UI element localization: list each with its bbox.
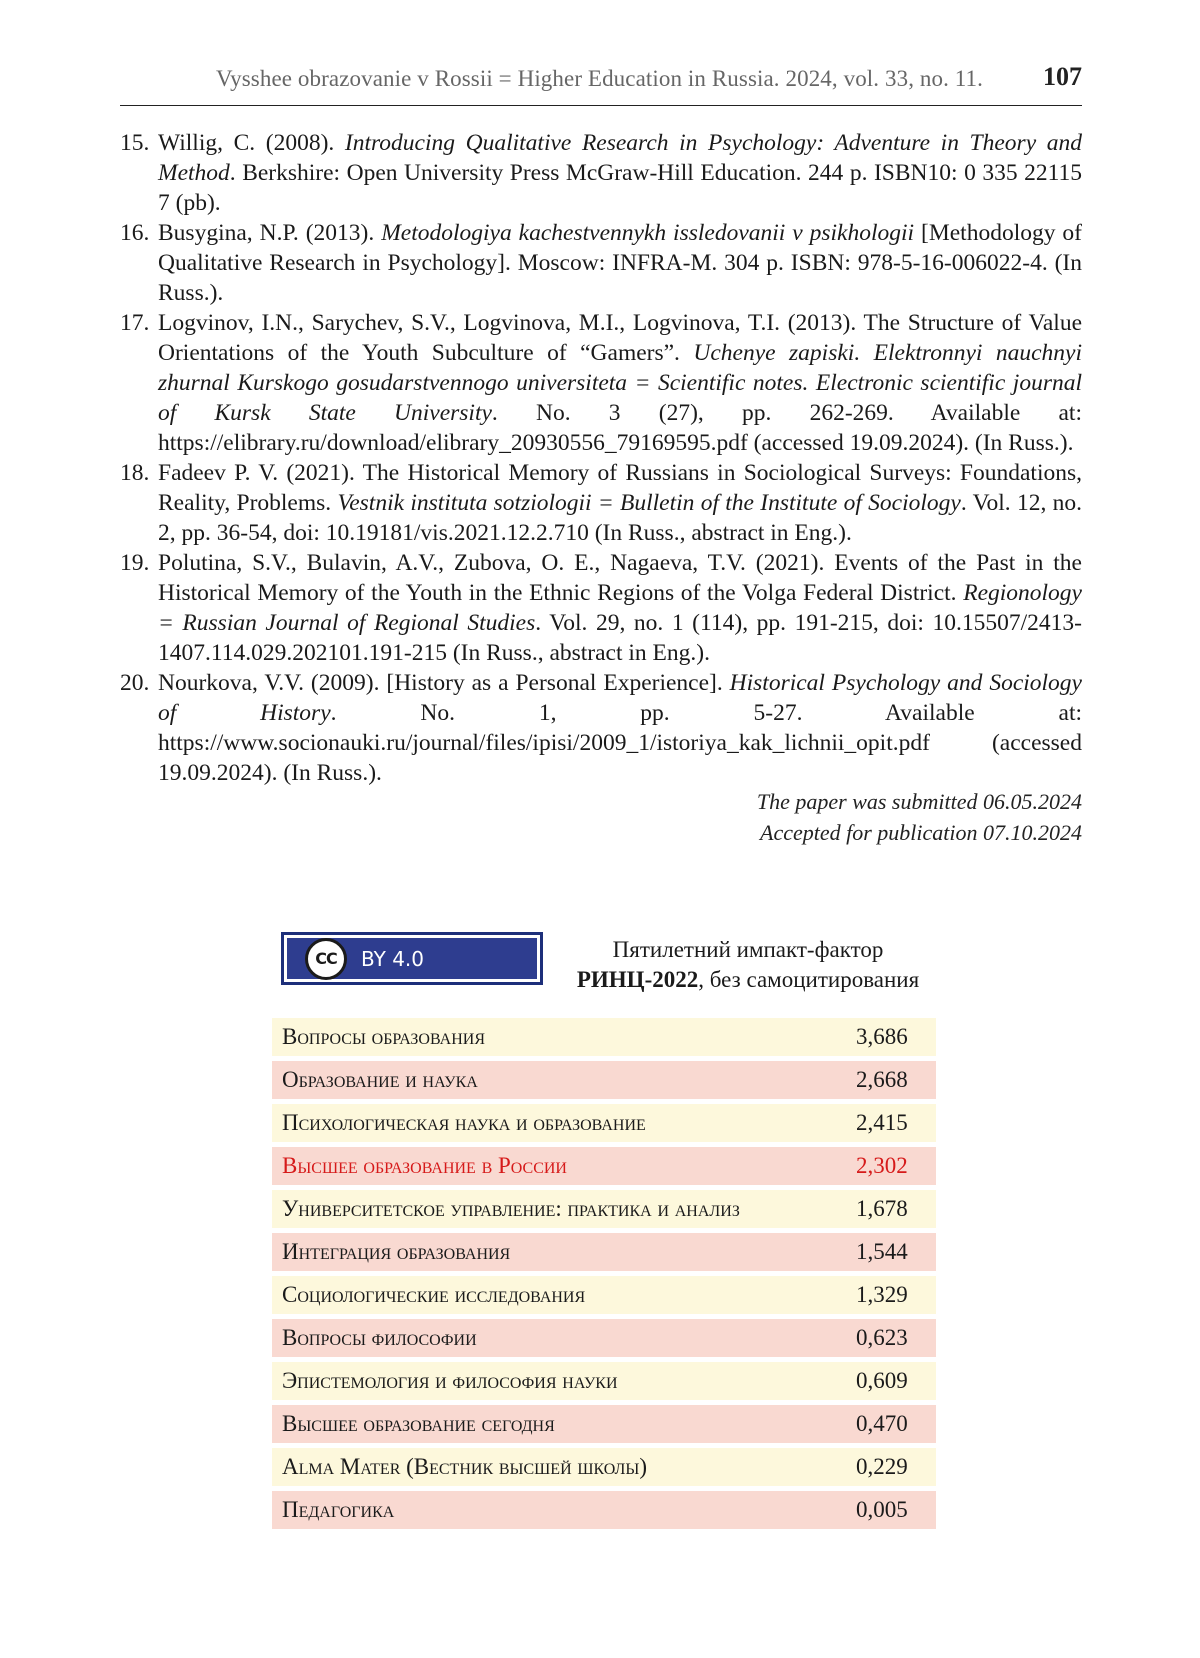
impact-title-line2 [540, 965, 956, 995]
impact-table-row [272, 1061, 936, 1099]
reference-item [120, 128, 1082, 218]
impact-title-rest: , без самоцитирования [698, 967, 920, 992]
impact-table-row [272, 1405, 936, 1443]
reference-segment: . Vol. 12, no. 2, pp. 36-54, doi: 10.19181/vis.2021.12.2.710 (In Russ., abstract in Eng.). [158, 490, 1082, 546]
reference-text [158, 128, 1082, 218]
impact-factor-value: 0,229 [844, 1448, 936, 1486]
impact-table-row [272, 1276, 936, 1314]
impact-factor-value: 1,544 [844, 1233, 936, 1271]
journal-name: Интеграция образования [272, 1233, 844, 1271]
reference-segment: . Berkshire: Open University Press McGraw-Hill Education. 244 p. ISBN10: 0 335 22115 7 (pb). [158, 160, 1082, 216]
journal-name: Эпистемология и философия науки [272, 1362, 844, 1400]
journal-name: Высшее образование в России [272, 1147, 844, 1185]
running-header [120, 62, 1082, 106]
reference-title: Regionology = Russian Journal of Regional Studies [158, 580, 1082, 636]
impact-table-row [272, 1018, 936, 1056]
impact-table-row [272, 1362, 936, 1400]
submitted-date: The paper was submitted 06.05.2024 [756, 789, 1082, 814]
impact-factor-title [540, 935, 956, 995]
reference-text [158, 668, 1082, 788]
journal-name: Вопросы философии [272, 1319, 844, 1357]
reference-number: 15. [120, 130, 150, 156]
reference-number: 17. [120, 310, 150, 336]
reference-item [120, 218, 1082, 308]
journal-name: Alma Mater (Вестник высшей школы) [272, 1448, 844, 1486]
impact-factor-value: 2,415 [844, 1104, 936, 1142]
impact-table-row [272, 1190, 936, 1228]
reference-segment: Logvinov, I.N., Sarychev, S.V., Logvinova, M.I., Logvinova, T.I. (2013). The Structure of Value Orientations of the Youth Subculture of “Gamers”. [158, 310, 1082, 366]
reference-number: 19. [120, 550, 150, 576]
reference-segment: Willig, C. (2008). [158, 130, 345, 156]
journal-name: Социологические исследования [272, 1276, 844, 1314]
cc-license-text: BY 4.0 [361, 946, 425, 971]
reference-list [120, 128, 1082, 788]
reference-title: Vestnik instituta sotziologii = Bulletin of the Institute of Sociology [337, 490, 961, 516]
cc-icon: CC [305, 938, 347, 980]
impact-factor-value: 1,678 [844, 1190, 936, 1228]
reference-number: 18. [120, 460, 150, 486]
cc-license-badge [281, 932, 543, 985]
impact-factor-value: 2,302 [844, 1147, 936, 1185]
reference-title: Metodologiya kachestvennykh issledovanii v psikhologii [381, 220, 915, 246]
journal-name: Образование и наука [272, 1061, 844, 1099]
reference-item [120, 548, 1082, 668]
reference-segment: Polutina, S.V., Bulavin, A.V., Zubova, O. E., Nagaeva, T.V. (2021). Events of the Past in the Historical Memory of the Youth in the Ethnic Regions of the Volga Federal District. [158, 550, 1082, 606]
impact-factor-value: 1,329 [844, 1276, 936, 1314]
impact-title-line1: Пятилетний импакт-фактор [612, 937, 884, 962]
impact-title-rinc: РИНЦ-2022 [576, 967, 699, 992]
reference-segment: Fadeev P. V. (2021). The Historical Memory of Russians in Sociological Surveys: Foundations, Reality, Problems. [158, 460, 1082, 516]
journal-name: Университетское управление: практика и анализ [272, 1190, 844, 1228]
journal-name: Вопросы образования [272, 1018, 844, 1056]
submission-dates [757, 786, 1082, 848]
header-journal-title: Vysshee obrazovanie v Rossii = Higher Education in Russia. 2024, vol. 33, no. 11. [216, 66, 983, 91]
cc-badge-inner [287, 938, 537, 979]
impact-factor-value: 0,005 [844, 1491, 936, 1529]
impact-table-row [272, 1147, 936, 1185]
reference-segment: . Vol. 29, no. 1 (114), pp. 191-215, doi: 10.15507/2413-1407.114.029.202101.191-215 (In Russ., abstract in Eng.). [158, 610, 1082, 666]
impact-table-row [272, 1233, 936, 1271]
page-number: 107 [1043, 62, 1082, 91]
impact-table-row [272, 1319, 936, 1357]
impact-table-row [272, 1448, 936, 1486]
impact-factor-value: 3,686 [844, 1018, 936, 1056]
impact-factor-value: 0,623 [844, 1319, 936, 1357]
reference-text [158, 458, 1082, 548]
reference-item [120, 668, 1082, 788]
impact-table-row [272, 1104, 936, 1142]
reference-segment: Busygina, N.P. (2013). [158, 220, 382, 246]
reference-segment: Nourkova, V.V. (2009). [History as a Personal Experience]. [158, 670, 730, 696]
reference-title: Uchenye zapiski. Elektronnyi nauchnyi zhurnal Kurskogo gosudarstvennogo universiteta = Scientific notes. Electronic scientific journal of Kursk State University [158, 340, 1083, 426]
journal-name: Высшее образование сегодня [272, 1405, 844, 1443]
accepted-date: Accepted for publication 07.10.2024 [760, 820, 1082, 845]
journal-name: Педагогика [272, 1491, 844, 1529]
reference-segment: . No. 1, pp. 5-27. Available at: https://www.socionauki.ru/journal/files/ipisi/2009_1/istoriya_kak_lichnii_opit.pdf (accessed 19.09.2024). (In Russ.). [158, 700, 1083, 786]
reference-number: 20. [120, 670, 150, 696]
reference-item [120, 458, 1082, 548]
reference-text [158, 218, 1082, 308]
reference-text [158, 548, 1082, 668]
reference-title: Historical Psychology and Sociology of History [158, 670, 1082, 726]
impact-factor-value: 2,668 [844, 1061, 936, 1099]
impact-factor-value: 0,470 [844, 1405, 936, 1443]
reference-item [120, 308, 1082, 458]
reference-number: 16. [120, 220, 150, 246]
reference-segment: [Methodology of Qualitative Research in Psychology]. Moscow: INFRA-M. 304 p. ISBN: 978-5-16-006022-4. (In Russ.). [158, 220, 1082, 306]
reference-segment: . No. 3 (27), pp. 262-269. Available at: https://elibrary.ru/download/elibrary_20930556_79169595.pdf (accessed 19.09.2024). (In Russ.). [158, 400, 1082, 456]
impact-table-row [272, 1491, 936, 1529]
impact-table-body [272, 1018, 936, 1529]
impact-factor-table [272, 1013, 936, 1534]
impact-factor-value: 0,609 [844, 1362, 936, 1400]
journal-name: Психологическая наука и образование [272, 1104, 844, 1142]
reference-title: Introducing Qualitative Research in Psychology: Adventure in Theory and Method [158, 130, 1082, 186]
reference-text [158, 308, 1082, 458]
